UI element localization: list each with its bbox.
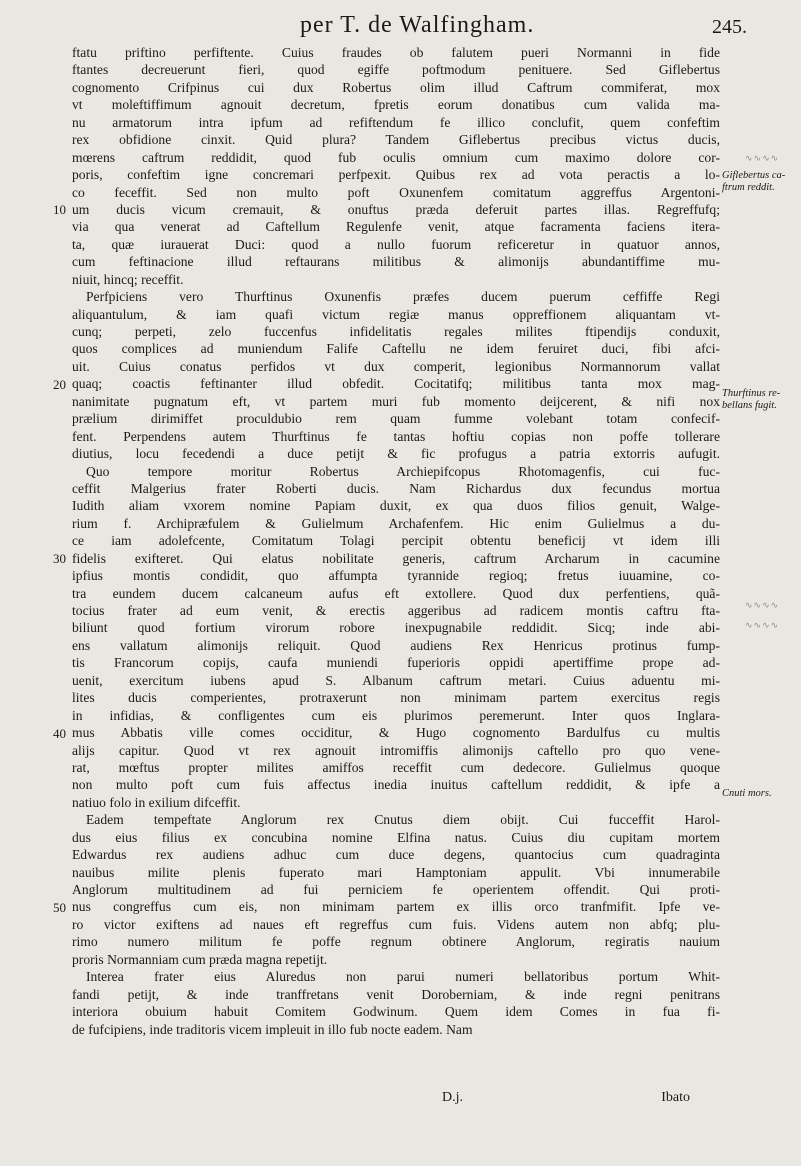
marginal-note: Cnuti mors.	[722, 788, 772, 799]
text-line: rimo numero militum fe poffe regnum obtinere Anglorum, regiratis nauium	[72, 934, 720, 950]
line-number: 30	[53, 551, 66, 567]
text-line: lites ducis comperientes, protraxerunt non minimam partem exercitus regis	[72, 690, 720, 706]
text-line: quaq; coactis feftinanter illud obfedit. Cocitatifq; militibus tanta mox mag-	[72, 376, 720, 392]
signature-mark: D.j.	[442, 1090, 463, 1105]
show-through-mark: ∿∿∿∿	[745, 153, 780, 163]
text-line: rex obfidione cinxit. Quid plura? Tandem Giflebertus precibus victus ducis,	[72, 132, 720, 148]
running-head	[0, 8, 801, 44]
text-line: in infidias, & confligentes cum eis plurimos peremerunt. Inter quos Inglara-	[72, 707, 720, 723]
text-line: Edwardus rex audiens adhuc cum duce degens, quantocius cum quadraginta	[72, 847, 720, 863]
text-line: nauibus milite plenis fuperato mari Hamptoniam appulit. Vbi innumerabile	[72, 864, 720, 880]
text-line: nu armatorum intra ipfum ad refiftendum fe illico conclufit, quem confeftim	[72, 114, 720, 130]
text-line: cunq; perpeti, zelo fuccenfus infidelitatis regales milites ftipendijs conduxit,	[72, 324, 720, 339]
text-line: vt moleftiffimum agnouit decretum, fpretis eorum donatibus cum valida ma-	[72, 97, 720, 113]
running-title: per T. de Walfingham.	[300, 12, 535, 38]
text-line: Eadem tempeftate Anglorum rex Cnutus diem obijt. Cui fucceffit Harol-	[86, 812, 720, 828]
text-line: dus eius filius ex concubina nomine Elfina natus. Cuius diu cupitam mortem	[72, 829, 720, 845]
page-number: 245.	[712, 16, 747, 38]
body-text	[72, 44, 720, 1038]
line-number: 10	[53, 202, 66, 218]
text-line: fent. Perpendens autem Thurftinus fe tantas hoftiu copias non poffe tollerare	[72, 428, 720, 444]
text-line: Anglorum multitudinem ad fui perniciem fe operientem offendit. Qui proti-	[72, 882, 720, 897]
text-line: rat, mœftus propter milites amiffos receffit cum dedecore. Gulielmus quoque	[72, 759, 720, 775]
text-line: tra eundem ducem calcaneum aufus eft extollere. Quod dux perfentiens, quã-	[72, 585, 720, 601]
text-line: poris, confeftim igne concremari perfpexit. Quibus rex ad vota peractis a lo-	[72, 167, 720, 183]
marginal-note: Thurftinus re-bellans fugit.	[722, 388, 781, 411]
text-line: ta, quæ iurauerat Duci: quod a nullo fuorum reficeretur in quatuor annos,	[72, 236, 720, 252]
text-line: Interea frater eius Aluredus non parui numeri bellatoribus portum Whit-	[86, 969, 720, 985]
text-line: uenit, exercitum iubens apud S. Albanum caftrum metari. Cuius aduentu mi-	[72, 672, 720, 688]
text-line: ce iam adolefcente, Comitatum Tolagi percipit obtentu beneficij vt idem illi	[72, 533, 720, 549]
text-line: cognomento Crifpinus cui dux Robertus olim illud Caftrum commiferat, mox	[72, 79, 720, 95]
text-line: de fufcipiens, inde traditoris vicem impleuit in illo fub nocte eadem. Nam	[72, 1021, 473, 1037]
show-through-mark: ∿∿∿∿	[745, 600, 780, 610]
text-line: proris Normanniam cum præda magna repetijt.	[72, 951, 328, 967]
catchline	[72, 1090, 720, 1110]
text-line: Perfpiciens vero Thurftinus Oxunenfis præfes ducem puerum ceffiffe Regi	[86, 289, 720, 305]
text-line: uit. Cuius conatus perfidos vt dux comperit, legionibus Normannorum vallat	[72, 358, 720, 374]
show-through-mark: ∿∿∿∿	[745, 620, 780, 630]
text-line: um ducis vicum cremauit, & onuftus præda deferuit partes illas. Regreffufq;	[72, 201, 720, 217]
text-line: diutius, locu fecedendi a duce petijt & fic profugus a patria extorris aufugit.	[72, 446, 720, 462]
text-line: alijs capitur. Quod vt rex agnouit intromiffis alimonijs caftello pro quo vene-	[72, 742, 720, 758]
text-line: non multo poft cum fuis affectus inedia inuitus caftellum reddidit, & ipfe a	[72, 777, 720, 793]
text-line: mus Abbatis ville comes occiditur, & Hugo cognomento Bardulfus cu multis	[72, 725, 720, 741]
text-line: natiuo folo in exilium difceffit.	[72, 794, 241, 810]
text-line: nus congreffus cum eis, non minimam partem ex illis orco tranfmifit. Ipfe ve-	[72, 899, 720, 915]
text-line: prælium dirimiffet proculdubio rem quam fumme volebant totam confecif-	[72, 411, 720, 427]
text-line: rium f. Archipræfulem & Gulielmum Archafenfem. Hic enim Gulielmus a du-	[72, 515, 720, 531]
line-number: 40	[53, 725, 66, 741]
text-line: fidelis exifteret. Qui elatus nobilitate generis, caftrum Archarum in cacumine	[72, 550, 720, 566]
text-line: aliquantulum, & iam quafi victum regiæ manus oppreffionem aliquantam vt-	[72, 306, 720, 322]
text-line: ro victor exiftens ad naues eft regreffus cum fuis. Videns autem non abfq; plu-	[72, 916, 720, 932]
text-line: mœrens caftrum reddidit, quod fub oculis omnium cum maximo dolore cor-	[72, 149, 720, 165]
text-line: fandi petijt, & inde tranffretans venit Doroberniam, & inde regni penitrans	[72, 986, 720, 1002]
text-line: interiora obuium habuit Comitem Godwinum. Quem idem Comes in fua fi-	[72, 1004, 720, 1020]
marginal-note: Giflebertus ca-ftrum reddit.	[722, 170, 786, 193]
text-line: niuit, hincq; receffit.	[72, 271, 184, 287]
catchword: Ibato	[661, 1090, 690, 1105]
text-line: co feceffit. Sed non multo poft Oxunenfem comitatum aggreffus Argentoni-	[72, 184, 720, 200]
text-line: ceffit Malgerius frater Roberti ducis. Nam Richardus dux fecundus mortua	[72, 480, 720, 496]
text-line: tocius frater ad eum venit, & erectis aggeribus ad radicem montis caftru fta-	[72, 603, 720, 618]
text-line: ipfius montis condidit, quo affumpta tyrannide regioq; fretus iuuamine, co-	[72, 568, 720, 584]
text-line: ftatu priftino perfiftente. Cuius fraudes ob falutem pueri Normanni in fide	[72, 45, 720, 60]
text-line: biliunt quod fortium virorum robore inexpugnabile reddidit. Sicq; inde abi-	[72, 620, 720, 636]
text-line: via qua venerat ad Caftellum Regulenfe venit, atque facramenta faciens itera-	[72, 219, 720, 235]
text-line: ens vallatum alimonijs reliquit. Quod audiens Rex Henricus protinus fump-	[72, 637, 720, 653]
text-line: tis Francorum copijs, caufa muniendi fuperioris oppidi apertiffime prope ad-	[72, 655, 720, 671]
text-line: ftantes decreuerunt fieri, quod egiffe poftmodum penituere. Sed Giflebertus	[72, 62, 720, 78]
line-number: 20	[53, 376, 66, 392]
text-line: Quo tempore moritur Robertus Archiepifcopus Rhotomagenfis, cui fuc-	[86, 463, 720, 479]
text-line: quos complices ad muniendum Falife Caftellu ne idem feruiret duci, fibi afci-	[72, 341, 720, 357]
text-line: cum feftinacione illud reftaurans militibus & alimonijs abundantiffime mu-	[72, 254, 720, 270]
text-line: nanimitate pugnatum eft, vt partem muri fub momento deijcerent, & nifi nox	[72, 393, 720, 409]
line-number: 50	[53, 900, 66, 916]
text-line: Iudith aliam vxorem nomine Papiam duxit, ex qua duos filios genuit, Walge-	[72, 498, 720, 514]
